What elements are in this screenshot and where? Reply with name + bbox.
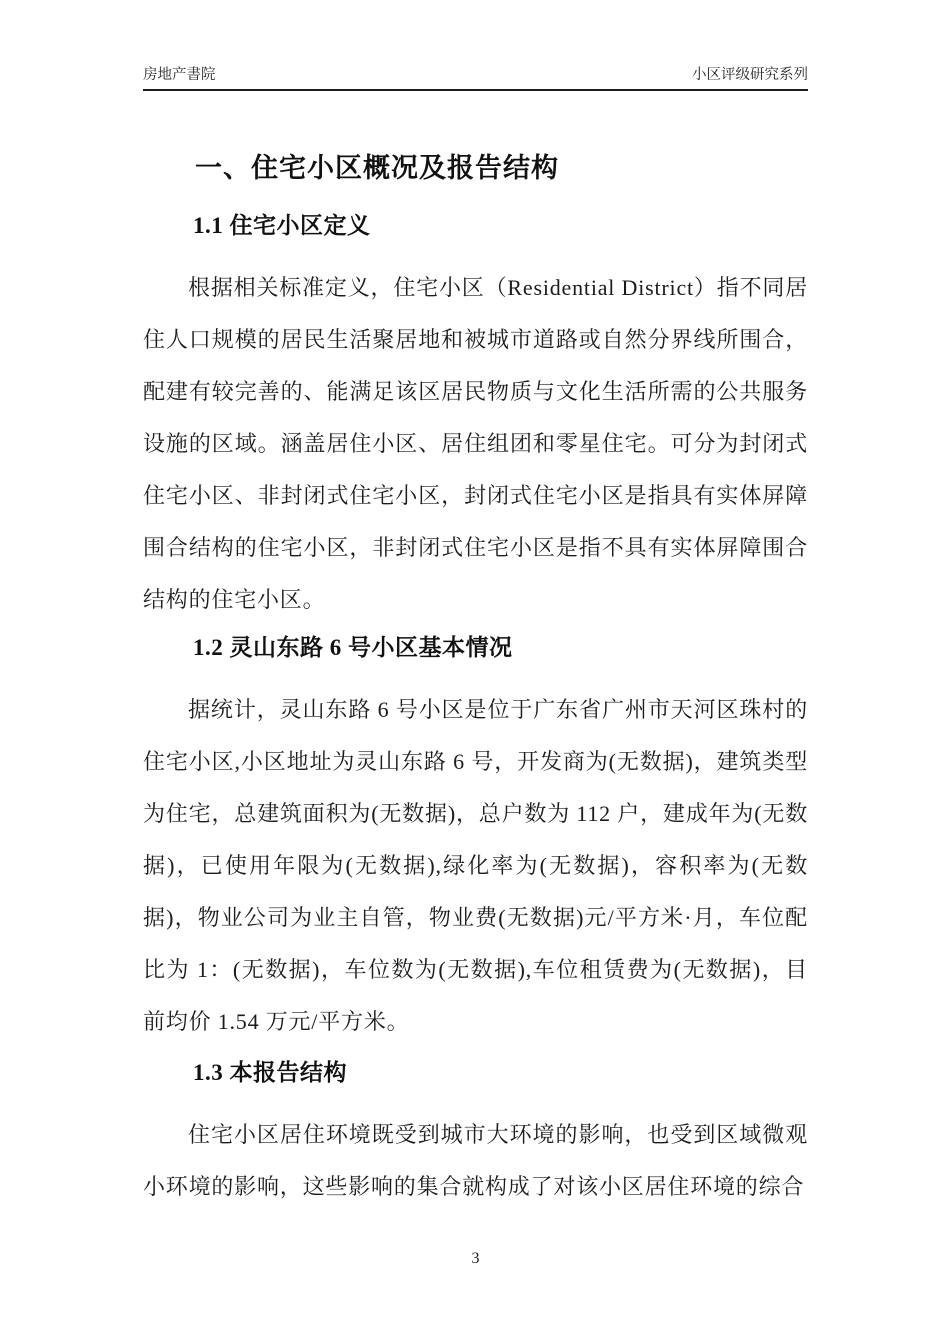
paragraph-basic-info: 据统计，灵山东路 6 号小区是位于广东省广州市天河区珠村的住宅小区,小区地址为灵山东路 6 号，开发商为(无数据)，建筑类型为住宅，总建筑面积为(无数据)，总户数为 112 户，建成年为(无数据)，已使用年限为(无数据),绿化率为(无数据)，容积率为(无数据)，物业公司为业主自管，物业费(无数据)元/平方米·月，车位配比为 1：(无数据)，车位数为(无数据),车位租赁费为(无数据)，目前均价 1.54 万元/平方米。: [143, 697, 808, 1034]
chapter-title: 一、住宅小区概况及报告结构: [195, 153, 559, 183]
running-header-row: [143, 66, 808, 91]
section-heading-1-1: 1.1 住宅小区定义: [193, 213, 371, 238]
page-number: 3: [471, 1250, 480, 1267]
paragraph-report-structure: 住宅小区居住环境既受到城市大环境的影响，也受到区域微观小环境的影响，这些影响的集合就构成了对该小区居住环境的综合: [143, 1122, 808, 1199]
page-content: [143, 0, 808, 1269]
section-heading-1-2: 1.2 灵山东路 6 号小区基本情况: [193, 635, 513, 660]
paragraph-definition: 根据相关标准定义，住宅小区（Residential District）指不同居住人口规模的居民生活聚居地和被城市道路或自然分界线所围合，配建有较完善的、能满足该区居民物质与文化生活所需的公共服务设施的区域。涵盖居住小区、居住组团和零星住宅。可分为封闭式住宅小区、非封闭式住宅小区，封闭式住宅小区是指具有实体屏障围合结构的住宅小区，非封闭式住宅小区是指不具有实体屏障围合结构的住宅小区。: [143, 275, 808, 612]
header-left-text: 房地产書院: [143, 67, 216, 83]
section-heading-1-3: 1.3 本报告结构: [193, 1060, 347, 1085]
running-header: [143, 0, 808, 91]
header-right-text: 小区评级研究系列: [692, 67, 808, 83]
